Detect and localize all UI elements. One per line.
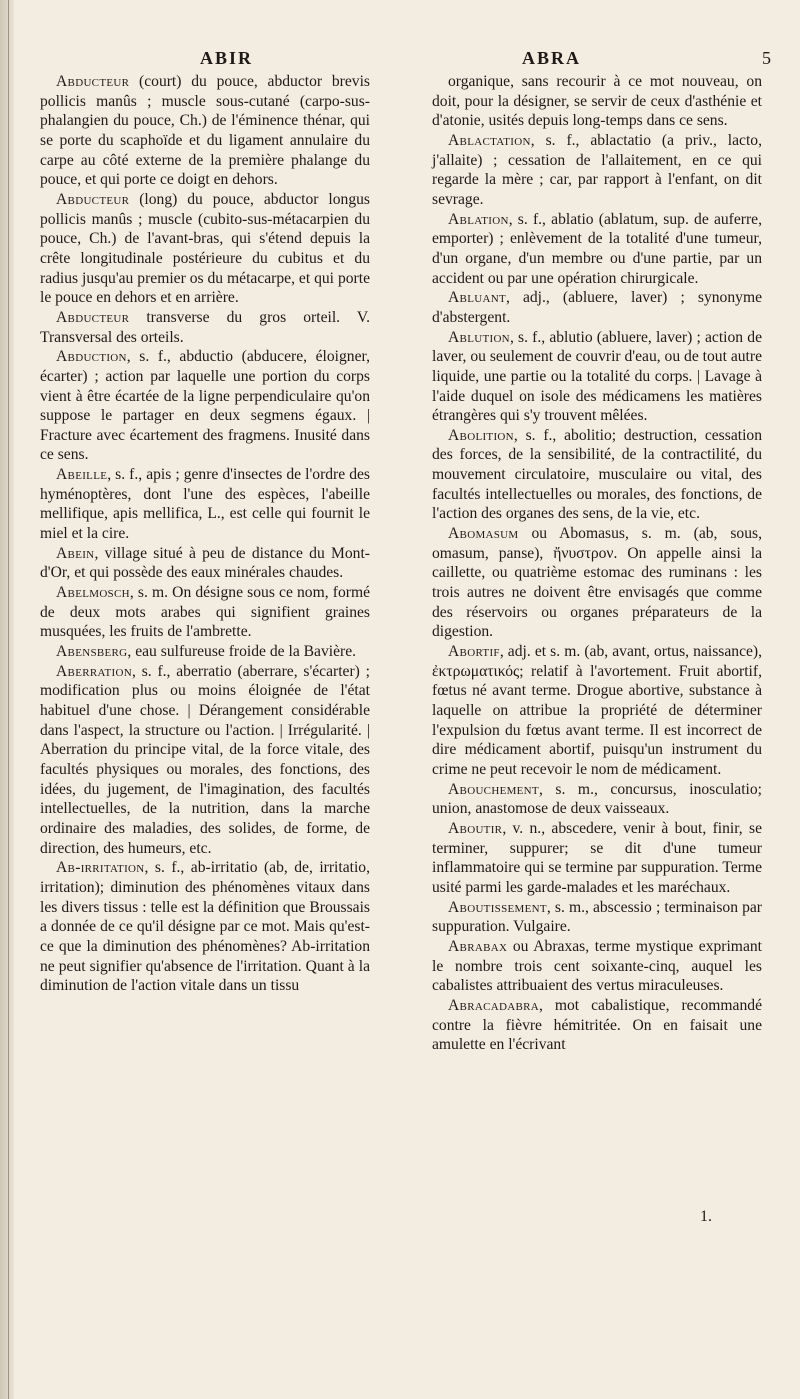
dictionary-entry [40,190,370,308]
entry-definition: , adj. et s. m. (ab, avant, ortus, naissance), ἐκτρωματικός; relatif à l'avortement. Fruit abortif, fœtus né avant terme. Drogue abortive, substance à laquelle on attribue la propriété de déterminer l'expulsion du fœtus avant terme. Il est incorrect de dire médicament abortif, puisqu'un instrument du crime ne peut recevoir le nom de médicament. [432,643,762,778]
dictionary-entry [40,465,370,544]
entry-definition: , s. f., abolitio; destruction, cessation des forces, de la sensibilité, de la contractilité, du mouvement circulatoire, musculaire ou vital, des facultés intellectuelles ou morales, des fonctions, de l'action des organes des sens, de la vie, etc. [432,426,762,523]
dictionary-entry [432,780,762,819]
entry-headword: Abensberg [56,643,128,661]
entry-definition: , s. m., concursus, inosculatio; union, anastomose de deux vaisseaux. [432,780,762,818]
right-column [432,72,762,1055]
entry-definition: (court) du pouce, abductor brevis pollicis manûs ; muscle sous-cutané (carpo-sus-phalangien du pouce, Ch.) de l'éminence thénar, qui se porte du scaphoïde et du ligament annulaire du carpe au côté externe de la première phalange du pouce, et qui porte ce doigt en dehors. [40,73,370,189]
entry-headword: Abducteur [56,190,130,208]
entry-definition: , s. m. On désigne sous ce nom, formé de deux mots arabes qui signifient graines musquées, les fruits de l'ambrette. [40,584,370,641]
dictionary-entry [432,210,762,289]
dictionary-entry [40,308,370,347]
entry-headword: Abolition [448,426,514,444]
entry-headword: Ablactation [448,131,531,149]
page-gutter [0,0,14,1399]
entry-definition: , village situé à peu de distance du Mont-d'Or, et qui possède des eaux minérales chaudes. [40,544,370,582]
entry-definition: , eau sulfureuse froide de la Bavière. [127,643,357,661]
entry-headword: Abein [56,544,95,562]
dictionary-entry [432,996,762,1055]
dictionary-entry [432,288,762,327]
entry-headword: Aboutissement [448,898,547,916]
entry-definition: (long) du pouce, abductor longus pollicis manûs ; muscle (cubito-sus-métacarpien du pouce, Ch.) de l'avant-bras, qui s'étend depuis la crête longitudinale postérieure du cubitus et du radius jusqu'au premier os du métacarpe, et qui porte le pouce en dehors et en arrière. [40,190,370,307]
entry-headword: Abrabax [448,937,508,955]
left-column [40,72,370,996]
entry-definition: , s. f., ablactatio (a priv., lacto, j'allaite) ; cessation de l'allaitement, en ce qui regarde la mère ; car, par rapport à l'enfant, on dit sevrage. [432,131,762,208]
entry-definition: , s. m., abscessio ; terminaison par suppuration. Vulgaire. [432,898,762,936]
dictionary-entry [40,347,370,465]
entry-definition: , s. f., ablatio (ablatum, sup. de auferre, emporter) ; enlèvement de la totalité d'une tumeur, d'un organe, d'un membre ou d'une partie, par un accident ou par une opération chirurgicale. [432,210,762,287]
entry-headword: Abluant [448,289,506,307]
running-head-center: ABRA [522,48,582,68]
entry-definition: , mot cabalistique, recommandé contre la fièvre hémitritée. On en faisait une amulette en l'écrivant [432,996,762,1054]
dictionary-entry [40,583,370,642]
dictionary-entry [432,131,762,210]
dictionary-entry [432,937,762,996]
entry-headword: Abelmosch [56,584,130,602]
entry-definition: , s. f., abductio (abducere, éloigner, écarter) ; action par laquelle une portion du corps vient à être écartée de la ligne perpendiculaire qu'on suppose le partager en deux segmens égaux. | Fracture avec écartement des fragmens. Inusité dans ce sens. [40,348,370,464]
entry-headword: Abomasum [448,525,519,543]
entry-headword: Abeille [56,466,108,484]
dictionary-entry [40,544,370,583]
entry-definition: ou Abraxas, terme mystique exprimant le nombre trois cent soixante-cinq, auquel les cabalistes attribuaient des vertus miraculeuses. [432,937,762,995]
binding-line [8,0,9,1399]
running-head-left: ABIR [200,48,254,68]
dictionary-entry [432,642,762,780]
entry-definition: transverse du gros orteil. V. Transversal des orteils. [40,308,370,346]
dictionary-entry [40,72,370,190]
entry-headword: Aboutir [448,819,503,837]
entry-definition: , s. f., ablutio (abluere, laver) ; action de laver, ou seulement de couvrir d'eau, ou de tout autre liquide, une partie ou la totalité du corps. | Lavage à l'aide duquel on isole des médicamens les matières étrangères qui s'y trouvent mêlées. [432,328,762,425]
entry-headword: Abduction [56,348,127,366]
dictionary-entry [432,898,762,937]
entry-definition: , s. f., aberratio (aberrare, s'écarter) ; modification plus ou moins éloignée de l'état habituel d'une chose. | Dérangement considérable dans l'aspect, la structure ou l'action. | Irrégularité. | Aberration du principe vital, de la force vitale, des facultés physiques ou morales, des fonctions, des idées, du jugement, de l'imagination, des facultés intellectuelles, de la nutrition, dans la marche ordinaire des maladies, des solides, de forme, de direction, des humeurs, etc. [40,662,370,857]
dictionary-entry [40,662,370,859]
entry-definition: organique, sans recourir à ce mot nouveau, on doit, pour la désigner, se servir de ceux d'asthénie et d'atonie, usités depuis long-temps dans ce sens. [432,73,762,130]
dictionary-entry [432,524,762,642]
dictionary-entry [432,819,762,898]
entry-headword: Abouchement [448,780,539,798]
signature-mark: 1. [700,1208,712,1225]
entry-definition: , s. f., apis ; genre d'insectes de l'ordre des hyménoptères, dont l'une des espèces, l'abeille mellifique, apis mellifica, L., est celle qui fournit le miel et la cire. [40,466,370,543]
entry-definition: ou Abomasus, s. m. (ab, sous, omasum, panse), ἤνυστρον. On appelle ainsi la caillette, ou quatrième estomac des ruminans : les trois autres ne doivent être envisagés que comme des réservoirs ou organes préparateurs de la digestion. [432,525,762,641]
entry-definition: , adj., (abluere, laver) ; synonyme d'abstergent. [432,289,762,326]
dictionary-entry [40,858,370,996]
entry-headword: Abortif [448,643,500,661]
page-number: 5 [762,48,773,68]
entry-headword: Abducteur [56,308,130,326]
dictionary-entry [432,72,762,131]
entry-headword: Ablution [448,328,510,346]
dictionary-entry [432,328,762,426]
entry-definition: , s. f., ab-irritatio (ab, de, irritatio, irritation); diminution des phénomènes vitaux dans les divers tissus : telle est la définition que Broussais a donnée de ce qu'il désigne par ce mot. Mais qu'est-ce que la diminution des phénomènes? Ab-irritation ne peut signifier qu'absence de l'irritation. Quant à la diminution de l'action vitale dans un tissu [40,859,370,995]
entry-headword: Abracadabra [448,996,539,1014]
entry-headword: Abducteur [56,73,130,90]
dictionary-entry [40,642,370,662]
entry-headword: Ablation [448,210,509,228]
dictionary-entry [432,426,762,524]
entry-headword: Ab-irritation [56,859,145,877]
entry-headword: Aberration [56,662,132,680]
entry-definition: , v. n., abscedere, venir à bout, finir, se terminer, suppurer; se dit d'une tumeur inflammatoire qui se termine par suppuration. Terme usité parmi les garde-malades et les maréchaux. [432,819,762,896]
